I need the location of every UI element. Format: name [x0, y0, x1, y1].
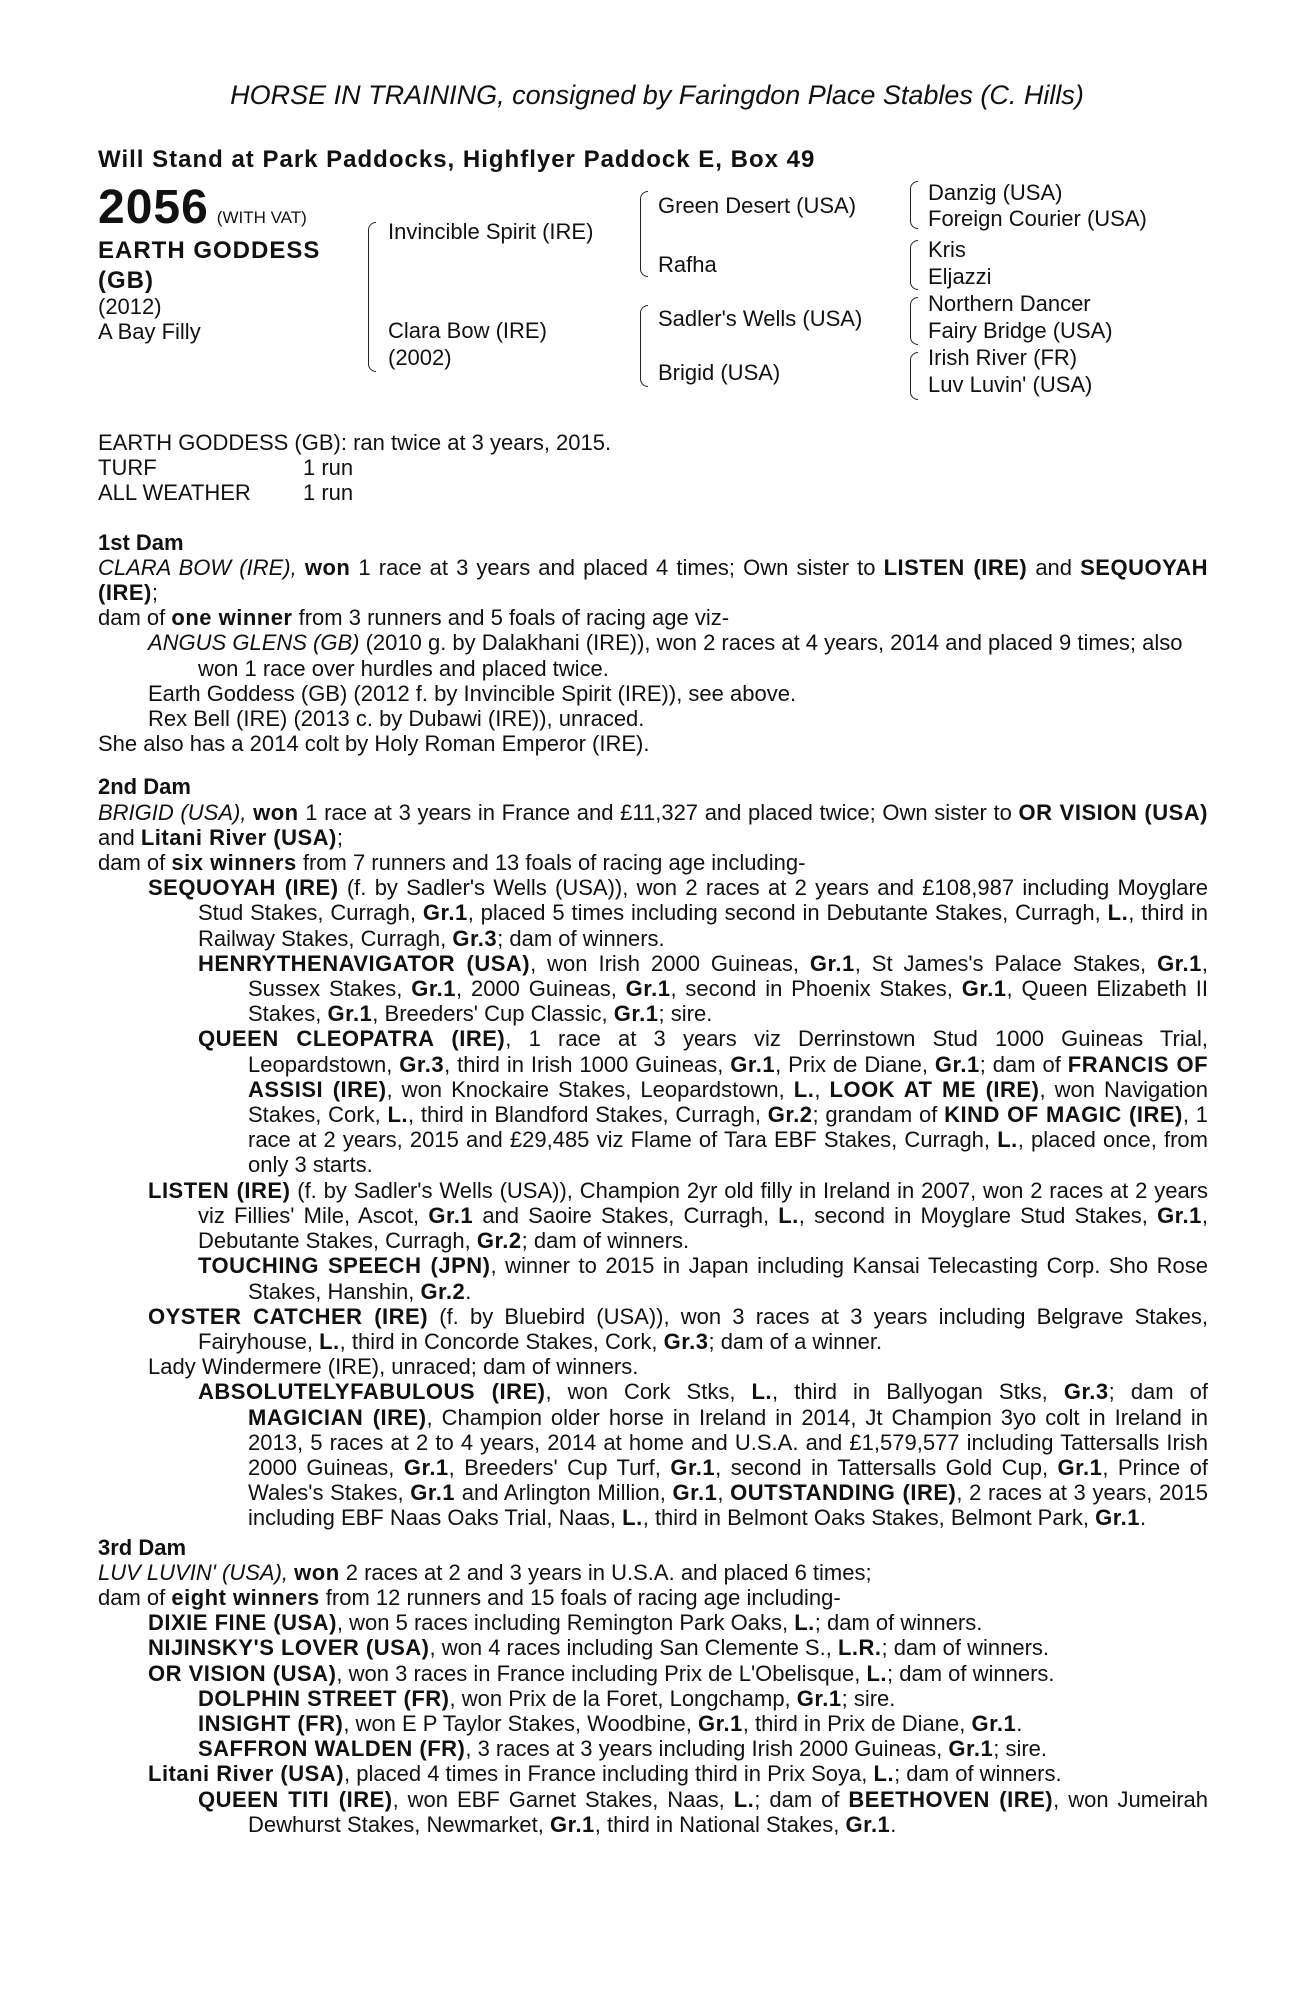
produce-entry: SEQUOYAH (IRE) (f. by Sadler's Wells (USA)), won 2 races at 2 years and £108,987 including Moyglare Stud Stakes, Curragh, Gr.1, placed 5 times including second in Debutante Stakes, Curragh, L., third in Railway Stakes, Curragh, Gr.3; dam of winners.: [148, 875, 1209, 951]
produce-entry: TOUCHING SPEECH (JPN), winner to 2015 in Japan including Kansai Telecasting Corp. Sho Rose Stakes, Hanshin, Gr.2.: [198, 1253, 1208, 1304]
produce-entry: ANGUS GLENS (GB) (2010 g. by Dalakhani (IRE)), won 2 races at 4 years, 2014 and placed 9 times; also won 1 race over hurdles and placed twice.: [148, 630, 1183, 681]
horse-year: (2012): [98, 294, 162, 319]
vat-note: (WITH VAT): [216, 208, 307, 227]
produce-entry: HENRYTHENAVIGATOR (USA), won Irish 2000 Guineas, Gr.1, St James's Palace Stakes, Gr.1, Sussex Stakes, Gr.1, 2000 Guineas, Gr.1, second in Phoenix Stakes, Gr.1, Queen Elizabeth II Stakes, Gr.1, Breeders' Cup Classic, Gr.1; sire.: [198, 950, 1208, 1027]
brace: [640, 305, 648, 387]
horse-name: [98, 236, 320, 296]
pedigree-sire-sire: Green Desert (USA): [658, 193, 857, 218]
pedigree-g4: Eljazzi: [928, 264, 992, 289]
second-dam-produce-summary: dam of six winners from 7 runners and 13 foals of racing age including-: [98, 850, 806, 876]
horse-name-line2: (GB): [98, 267, 154, 294]
third-dam-entry: LUV LUVIN' (USA), won 2 races at 2 and 3 years in U.S.A. and placed 6 times;: [98, 1559, 872, 1585]
produce-entry: DIXIE FINE (USA), won 5 races including Remington Park Oaks, L.; dam of winners.: [148, 1610, 983, 1636]
third-dam-produce-summary: dam of eight winners from 12 runners and 15 foals of racing age including-: [98, 1584, 841, 1610]
pedigree-sire-dam: Rafha: [658, 252, 717, 277]
turf-label: TURF: [98, 455, 157, 481]
produce-entry: Litani River (USA), placed 4 times in France including third in Prix Soya, L.; dam of winners.: [148, 1761, 1062, 1787]
produce-entry: Rex Bell (IRE) (2013 c. by Dubawi (IRE)), unraced.: [148, 706, 645, 732]
third-dam-heading: 3rd Dam: [98, 1534, 187, 1560]
pedigree-g1: Danzig (USA): [928, 180, 1063, 205]
lot-number: 2056: [98, 181, 209, 234]
produce-entry: INSIGHT (FR), won E P Taylor Stakes, Woodbine, Gr.1, third in Prix de Diane, Gr.1.: [198, 1710, 1023, 1736]
pedigree-g3: Kris: [928, 237, 966, 262]
page-header: HORSE IN TRAINING, consigned by Faringdon Place Stables (C. Hills): [230, 80, 1084, 110]
produce-entry: She also has a 2014 colt by Holy Roman Emperor (IRE).: [98, 731, 650, 757]
produce-entry: LISTEN (IRE) (f. by Sadler's Wells (USA)), Champion 2yr old filly in Ireland in 2007, won 2 races at 2 years viz Fillies' Mile, Ascot, Gr.1 and Saoire Stakes, Curragh, L., second in Moyglare Stud Stakes, Gr.1, Debutante Stakes, Curragh, Gr.2; dam of winners.: [148, 1177, 1208, 1254]
pedigree-dam-year: (2002): [388, 345, 452, 370]
second-dam-heading: 2nd Dam: [98, 774, 191, 800]
second-dam-entry: BRIGID (USA), won 1 race at 3 years in France and £11,327 and placed twice; Own sister to OR VISION (USA) and Litani River (USA);: [98, 799, 1208, 850]
pedigree-g7: Irish River (FR): [928, 345, 1078, 370]
horse-description: A Bay Filly: [98, 319, 201, 344]
produce-entry: QUEEN CLEOPATRA (IRE), 1 race at 3 years viz Derrinstown Stud 1000 Guineas Trial, Leopardstown, Gr.3, third in Irish 1000 Guineas, Gr.1, Prix de Diane, Gr.1; dam of FRANCIS OF ASSISI (IRE), won Knockaire Stakes, Leopardstown, L., LOOK AT ME (IRE), won Navigation Stakes, Cork, L., third in Blandford Stakes, Curragh, Gr.2; grandam of KIND OF MAGIC (IRE), 1 race at 2 years, 2015 and £29,485 viz Flame of Tara EBF Stakes, Curragh, L., placed once, from only 3 starts.: [198, 1026, 1209, 1178]
pedigree-dam-dam: Brigid (USA): [658, 360, 781, 385]
all-weather-value: 1 run: [303, 480, 354, 506]
brace: [910, 181, 918, 229]
pedigree-dam: Clara Bow (IRE): [388, 318, 547, 343]
pedigree-g2: Foreign Courier (USA): [928, 206, 1147, 231]
produce-entry: DOLPHIN STREET (FR), won Prix de la Foret, Longchamp, Gr.1; sire.: [198, 1685, 896, 1711]
produce-entry: NIJINSKY'S LOVER (USA), won 4 races including San Clemente S., L.R.; dam of winners.: [148, 1635, 1050, 1661]
horse-meta: [98, 294, 201, 344]
pedigree-g8: Luv Luvin' (USA): [928, 372, 1093, 397]
produce-entry: OR VISION (USA), won 3 races in France including Prix de L'Obelisque, L.; dam of winners.: [148, 1660, 1055, 1686]
first-dam-entry: CLARA BOW (IRE), won 1 race at 3 years and placed 4 times; Own sister to LISTEN (IRE) and SEQUOYAH (IRE);: [98, 554, 1209, 606]
brace: [368, 222, 376, 372]
first-dam-produce-summary: dam of one winner from 3 runners and 5 foals of racing age viz-: [98, 605, 730, 631]
produce-entry: OYSTER CATCHER (IRE) (f. by Bluebird (USA)), won 3 races at 3 years including Belgrave Stakes, Fairyhouse, L., third in Concorde Stakes, Cork, Gr.3; dam of a winner.: [148, 1303, 1208, 1354]
race-record-table: [98, 455, 1208, 505]
brace: [640, 191, 648, 277]
brace: [910, 297, 918, 345]
stand-location: Will Stand at Park Paddocks, Highflyer Paddock E, Box 49: [98, 146, 816, 173]
produce-entry: Earth Goddess (GB) (2012 f. by Invincible Spirit (IRE)), see above.: [148, 680, 797, 706]
pedigree-sire: Invincible Spirit (IRE): [388, 219, 594, 244]
produce-entry: ABSOLUTELYFABULOUS (IRE), won Cork Stks, L., third in Ballyogan Stks, Gr.3; dam of MAGICIAN (IRE), Champion older horse in Ireland in 2014, Jt Champion 3yo colt in Ireland in 2013, 5 races at 2 to 4 years, 2014 at home and U.S.A. and £1,579,577 including Tattersalls Irish 2000 Guineas, Gr.1, Breeders' Cup Turf, Gr.1, second in Tattersalls Gold Cup, Gr.1, Prince of Wales's Stakes, Gr.1 and Arlington Million, Gr.1, OUTSTANDING (IRE), 2 races at 3 years, 2015 including EBF Naas Oaks Trial, Naas, L., third in Belmont Oaks Stakes, Belmont Park, Gr.1.: [198, 1379, 1209, 1531]
lot-block: [98, 180, 307, 235]
race-record-summary: EARTH GODDESS (GB): ran twice at 3 years, 2015.: [98, 430, 612, 455]
turf-value: 1 run: [303, 455, 354, 481]
pedigree-g6: Fairy Bridge (USA): [928, 318, 1113, 343]
pedigree-dam-sire: Sadler's Wells (USA): [658, 306, 863, 331]
brace: [910, 352, 918, 400]
all-weather-label: ALL WEATHER: [98, 480, 251, 506]
first-dam-heading: 1st Dam: [98, 529, 184, 555]
pedigree-g5: Northern Dancer: [928, 291, 1091, 316]
brace: [910, 240, 918, 290]
horse-name-line1: EARTH GODDESS: [98, 237, 321, 264]
produce-entry: Lady Windermere (IRE), unraced; dam of winners.: [148, 1354, 639, 1380]
produce-entry: QUEEN TITI (IRE), won EBF Garnet Stakes, Naas, L.; dam of BEETHOVEN (IRE), won Jumeirah Dewhurst Stakes, Newmarket, Gr.1, third in National Stakes, Gr.1.: [198, 1786, 1208, 1837]
catalogue-text: [98, 430, 1208, 1837]
produce-entry: SAFFRON WALDEN (FR), 3 races at 3 years including Irish 2000 Guineas, Gr.1; sire.: [198, 1736, 1048, 1762]
